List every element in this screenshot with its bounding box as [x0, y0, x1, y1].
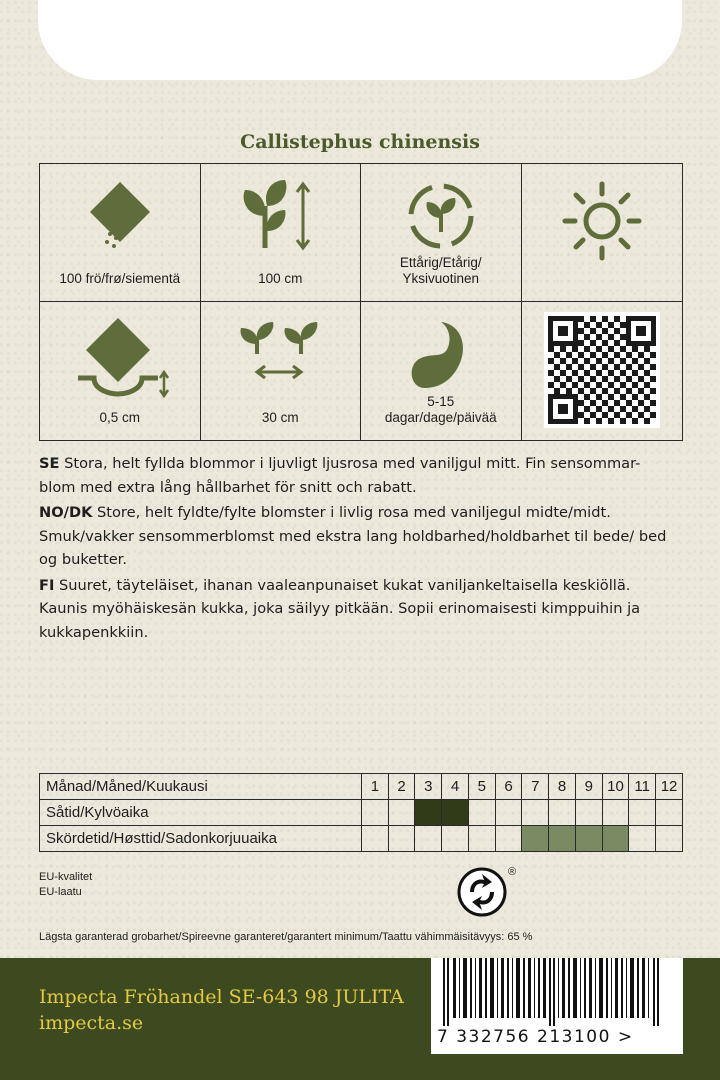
qr-code-icon[interactable]	[544, 312, 660, 428]
sowing-calendar	[39, 773, 683, 852]
barcode-number: 7 332756 213100 >	[437, 1027, 634, 1047]
sowing-cell	[602, 800, 629, 826]
harvest-cell-active	[522, 826, 549, 852]
sowing-cell	[362, 800, 389, 826]
height-caption: 100 cm	[258, 271, 303, 286]
sowing-cell-active	[442, 800, 469, 826]
sowing-cell	[388, 800, 415, 826]
month-10: 10	[602, 774, 629, 800]
seed-count-caption: 100 frö/frø/siementä	[59, 271, 181, 286]
harvest-cell	[388, 826, 415, 852]
harvest-cell	[656, 826, 683, 852]
month-12: 12	[656, 774, 683, 800]
sun-icon	[557, 176, 647, 266]
plant-height-icon	[235, 176, 325, 256]
description-block	[39, 452, 679, 646]
month-8: 8	[549, 774, 576, 800]
qr-cell	[522, 302, 683, 440]
description-se: SE Stora, helt fyllda blommor i ljuvligt ljusrosa med vaniljgul mitt. Fin sensommar- blom med extra lång hållbarhet för snitt och rabatt.	[39, 455, 641, 496]
description-no-dk: NO/DK Store, helt fyldte/fylte blomster i livlig rosa med vaniljegul midte/midt. Smuk/vakker sensommerblomst med ekstra lang holdbarhed/holdbarhet til bede/ bed og buketter.	[39, 504, 667, 568]
sowing-depth-caption: 0,5 cm	[99, 410, 140, 425]
plant-spacing-icon	[235, 314, 325, 384]
lifecycle-cell	[361, 164, 522, 302]
germination-cell	[361, 302, 522, 440]
harvest-cell	[442, 826, 469, 852]
harvest-time-label: Skördetid/Høsttid/Sadonkorjuuaika	[40, 826, 362, 852]
company-website[interactable]: impecta.se	[39, 1012, 144, 1034]
sowing-cell	[629, 800, 656, 826]
sowing-depth-icon	[70, 314, 170, 398]
sowing-cell	[549, 800, 576, 826]
sowing-cell	[495, 800, 522, 826]
calendar-header-label: Månad/Måned/Kuukausi	[40, 774, 362, 800]
month-6: 6	[495, 774, 522, 800]
month-11: 11	[629, 774, 656, 800]
lifecycle-caption: Ettårig/Etårig/ Yksivuotinen	[399, 255, 482, 286]
sowing-cell	[468, 800, 495, 826]
sowing-cell	[575, 800, 602, 826]
barcode	[431, 958, 683, 1054]
sowing-cell-active	[415, 800, 442, 826]
germination-caption: 5-15 dagar/dage/päivää	[384, 394, 497, 425]
spacing-caption: 30 cm	[261, 410, 299, 425]
harvest-cell-active	[602, 826, 629, 852]
germination-icon	[401, 314, 481, 394]
seed-count-cell	[40, 164, 201, 302]
latin-name: Callistephus chinensis	[240, 131, 480, 153]
month-7: 7	[522, 774, 549, 800]
harvest-cell	[415, 826, 442, 852]
harvest-cell-active	[549, 826, 576, 852]
germination-guarantee: Lägsta garanterad grobarhet/Spireevne garanteret/garantert minimum/Taattu vähimmäisitävyys: 65 %	[39, 931, 533, 943]
registered-mark: ®	[508, 866, 517, 878]
height-cell	[201, 164, 362, 302]
harvest-time-row	[40, 826, 683, 852]
sowing-time-row	[40, 800, 683, 826]
barcode-bars	[439, 958, 663, 1026]
harvest-cell	[495, 826, 522, 852]
sowing-depth-cell	[40, 302, 201, 440]
eu-quality-label: EU-kvalitet EU-laatu	[39, 871, 93, 898]
annual-cycle-icon	[401, 176, 481, 256]
sowing-cell	[522, 800, 549, 826]
month-9: 9	[575, 774, 602, 800]
seed-packet-icon	[80, 176, 160, 256]
sun-cell	[522, 164, 683, 302]
month-1: 1	[362, 774, 389, 800]
calendar-header-row	[40, 774, 683, 800]
growing-info-grid	[39, 163, 683, 441]
harvest-cell	[362, 826, 389, 852]
harvest-cell	[629, 826, 656, 852]
company-address-block	[39, 984, 404, 1036]
sowing-time-label: Såtid/Kylvöaika	[40, 800, 362, 826]
month-4: 4	[442, 774, 469, 800]
month-2: 2	[388, 774, 415, 800]
company-address: Impecta Fröhandel SE-643 98 JULITA	[39, 986, 404, 1008]
harvest-cell-active	[575, 826, 602, 852]
footer-band	[0, 958, 720, 1080]
green-dot-recycling-icon	[456, 866, 508, 918]
description-fi: FI Suuret, täyteläiset, ihanan vaaleanpunaiset kukat vaniljankeltaisella keskiöllä. Kaunis myöhäiskesän kukka, joka säilyy pitkään. Sopii erinomaisesti kimppuihin ja kukkapenkkiin.	[39, 576, 641, 641]
hang-tab-cutout	[38, 0, 682, 80]
month-3: 3	[415, 774, 442, 800]
harvest-cell	[468, 826, 495, 852]
spacing-cell	[201, 302, 362, 440]
sowing-cell	[656, 800, 683, 826]
month-5: 5	[468, 774, 495, 800]
